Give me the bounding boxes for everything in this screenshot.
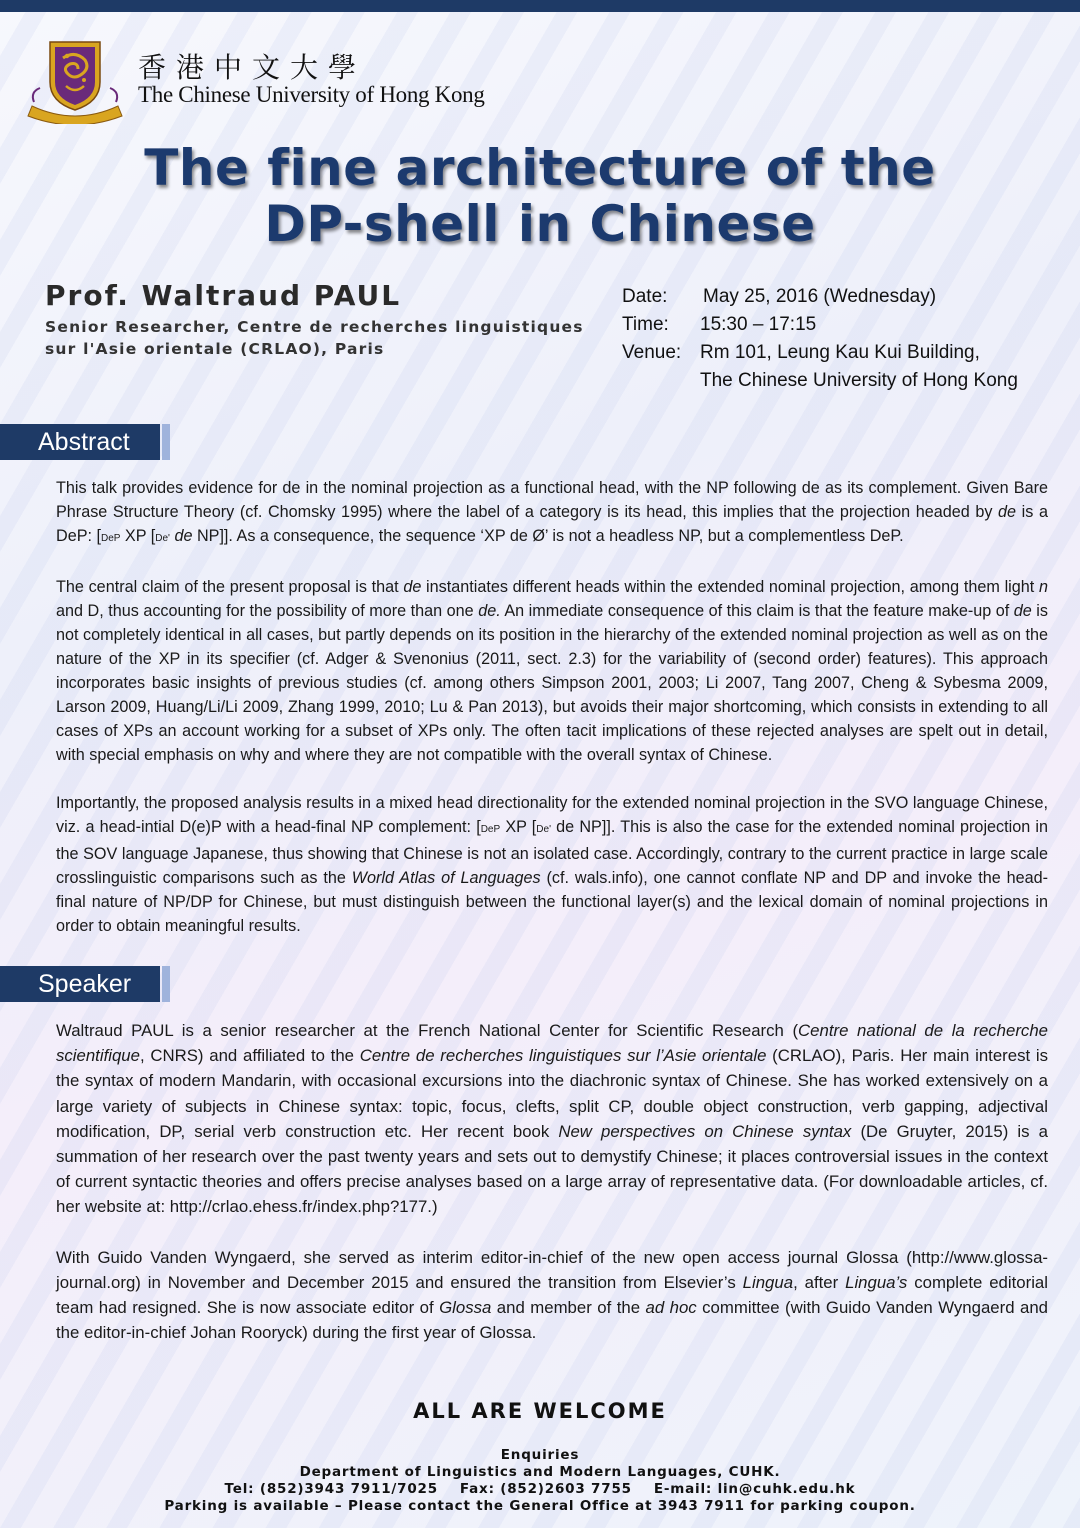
text-run: , CNRS) and affiliated to the (139, 1046, 360, 1066)
italic-run: Lingua (742, 1272, 794, 1292)
time-value: 15:30 – 17:15 (700, 314, 817, 335)
italic-run: de (1013, 602, 1032, 620)
time-row (622, 311, 1018, 339)
text-run: is a DeP: [ (56, 503, 1048, 545)
text-run: complete editorial team had resigned. She is now associate editor of (56, 1272, 1048, 1318)
text-run: With Guido Vanden Wyngaerd, she served as interim editor-in-chief of the new open access journal Glossa (http://www.glossa-journal.org) in November and December 2015 and ensured the transition from Elsevier’s (56, 1247, 1048, 1292)
subscript-label: DeP (480, 824, 501, 835)
speaker-heading: Speaker (38, 970, 132, 998)
abstract-paragraph-2 (56, 575, 1048, 767)
italic-run: Lingua’s (845, 1272, 908, 1292)
text-run: , after (793, 1272, 846, 1292)
text-run: Importantly, the proposed analysis results in a mixed head directionality for the extended nominal projection in the SVO language Chinese, viz. a head-intial D(e)P with a head-final NP complement: [ (56, 794, 1048, 836)
text-run: This talk provides evidence for de in the nominal projection as a functional head, with the NP following de as its complement. Given Bare Phrase Structure Theory (cf. Chomsky 1995) where the label of a category is its head, this implies that the projection headed by (56, 479, 1048, 521)
text-run: is not completely identical in all cases, but partly depends on its position in the hierarchy of the extended nominal projection as well as on the nature of the XP in its specifier (cf. Adger & Svenonius (2011, sect. 2.3) for the variability of (second order) features). This approach incorporates basic insights of previous studies (cf. among others Simpson 2001, 2003; Li 2007, Tang 2007, Cheng & Sybesma 2009, Larson 2009, Huang/Li/Li 2009, Zhang 1999, 2010; Lu & Pan 2013), but avoids their major shortcoming, which consists in extending to all cases of XPs an account working for a subset of XPs only. The often tacit implications of these rejected analyses are spelt out in detail, with special emphasis on why and where they are not compatible with the overall syntax of Chinese. (56, 602, 1048, 764)
speaker-bio (56, 1018, 1048, 1370)
text-run: Waltraud PAUL is a senior researcher at the French National Center for Scientific Research ( (56, 1021, 799, 1040)
all-are-welcome: ALL ARE WELCOME (413, 1399, 667, 1423)
speaker-affiliation (45, 316, 605, 360)
abstract-section-header (0, 424, 170, 460)
talk-title-line-1: The fine architecture of the (144, 139, 936, 197)
abstract-heading: Abstract (38, 428, 130, 456)
italic-run: de (174, 527, 193, 545)
italic-run: Centre de recherches linguistiques sur l’Asie orientale (359, 1046, 767, 1066)
top-border-bar (0, 0, 1080, 12)
text-run: and member of the (491, 1298, 646, 1318)
enquiries-block (0, 1447, 1080, 1515)
abstract-text (56, 476, 1048, 962)
italic-run: de (403, 578, 422, 596)
date-value: May 25, 2016 (Wednesday) (703, 286, 937, 307)
italic-run: New perspectives on Chinese syntax (558, 1121, 852, 1141)
text-run: (De Gruyter, 2015) is a summation of her research over the past twenty years and sets out to demystify Chinese; it places controversial issues in the context of current syntactic theories and offers precise analyses based on a large array of representative data. (For downloadable articles, cf. her website at: http://crlao.ehess.fr/index.php?177.) (56, 1121, 1048, 1217)
subscript-label: De' (536, 824, 551, 835)
italic-run: de. (478, 602, 501, 620)
bio-paragraph-1 (56, 1018, 1048, 1220)
italic-run: de (998, 503, 1017, 521)
text-run: and D, thus accounting for the possibility of more than one (56, 602, 479, 620)
italic-run: ad hoc (645, 1298, 697, 1318)
text-run: instantiates different heads within the extended nominal projection, among them light (421, 578, 1039, 596)
time-label: Time: (622, 314, 669, 335)
parking-line: Parking is available – Please contact the General Office at 3943 7911 for parking coupon. (164, 1498, 916, 1514)
contact-line: Tel: (852)3943 7911/7025 Fax: (852)2603 7755 E-mail: lin@cuhk.edu.hk (224, 1481, 856, 1497)
talk-title-line-2: DP-shell in Chinese (264, 195, 816, 253)
italic-run: World Atlas of Languages (351, 869, 541, 887)
speaker-affiliation-line-1: Senior Researcher, Centre de recherches linguistiques (45, 318, 584, 336)
text-run: The central claim of the present proposal is that (56, 578, 404, 596)
date-label: Date: (622, 286, 668, 307)
event-details (622, 283, 1018, 395)
cuhk-emblem-logo (22, 36, 128, 124)
abstract-paragraph-1 (56, 476, 1048, 551)
speaker-header-accent (162, 966, 170, 1002)
venue-label: Venue: (622, 342, 682, 363)
italic-run: Centre national de la recherche scientifique (56, 1021, 1048, 1066)
university-name-english: The Chinese University of Hong Kong (138, 82, 485, 107)
bio-paragraph-2 (56, 1245, 1048, 1346)
abstract-paragraph-3 (56, 791, 1048, 938)
text-run: NP]]. As a consequence, the sequence ‘XP de Ø’ is not a headless NP, but a complementless DeP. (192, 527, 904, 545)
subscript-label: DeP (100, 533, 121, 544)
text-run: de NP]]. This is also the case for the extended nominal projection in the SOV language Japanese, thus showing that Chinese is not an isolated case. Accordingly, contrary to the current practice in large scale crosslinguistic comparisons such as the (56, 818, 1048, 887)
subscript-label: De' (155, 533, 170, 544)
speaker-affiliation-line-2: sur l'Asie orientale (CRLAO), Paris (45, 340, 385, 358)
venue-value-line-2: The Chinese University of Hong Kong (700, 370, 1018, 391)
speaker-section-header (0, 966, 170, 1002)
text-run: XP [ (120, 527, 156, 545)
venue-row (622, 339, 1018, 367)
venue-value-line-1: Rm 101, Leung Kau Kui Building, (700, 342, 980, 363)
italic-run: n (1038, 578, 1048, 596)
venue-row-2 (622, 367, 1018, 395)
speaker-name: Prof. Waltraud PAUL (45, 279, 402, 312)
date-row (622, 283, 1018, 311)
university-name-chinese: 香港中文大學 (138, 51, 367, 84)
talk-title (0, 140, 1080, 252)
text-run: (cf. wals.info), one cannot conflate NP and DP and invoke the head-final nature of NP/DP for Chinese, but must distinguish between the functional layer(s) and the lexical domain of nominal projections in order to obtain meaningful results. (56, 869, 1048, 935)
text-run: (CRLAO), Paris. Her main interest is the syntax of modern Mandarin, with occasional excursions into the diachronic syntax of Chinese. She has worked extensively on a large variety of subjects in Chinese syntax: topic, focus, clefts, split CP, double object construction, verb gapping, adjectival modification, DP, serial verb construction etc. Her recent book (56, 1046, 1048, 1141)
text-run: committee (with Guido Vanden Wyngaerd and the editor-in-chief Johan Rooryck) during the first year of Glossa. (56, 1298, 1049, 1343)
italic-run: Glossa (439, 1298, 492, 1318)
enquiries-label: Enquiries (500, 1447, 580, 1463)
abstract-header-accent (162, 424, 170, 460)
text-run: XP [ (500, 818, 537, 836)
text-run: An immediate consequence of this claim is that the feature make-up of (500, 602, 1014, 620)
department-line: Department of Linguistics and Modern Languages, CUHK. (299, 1464, 781, 1480)
